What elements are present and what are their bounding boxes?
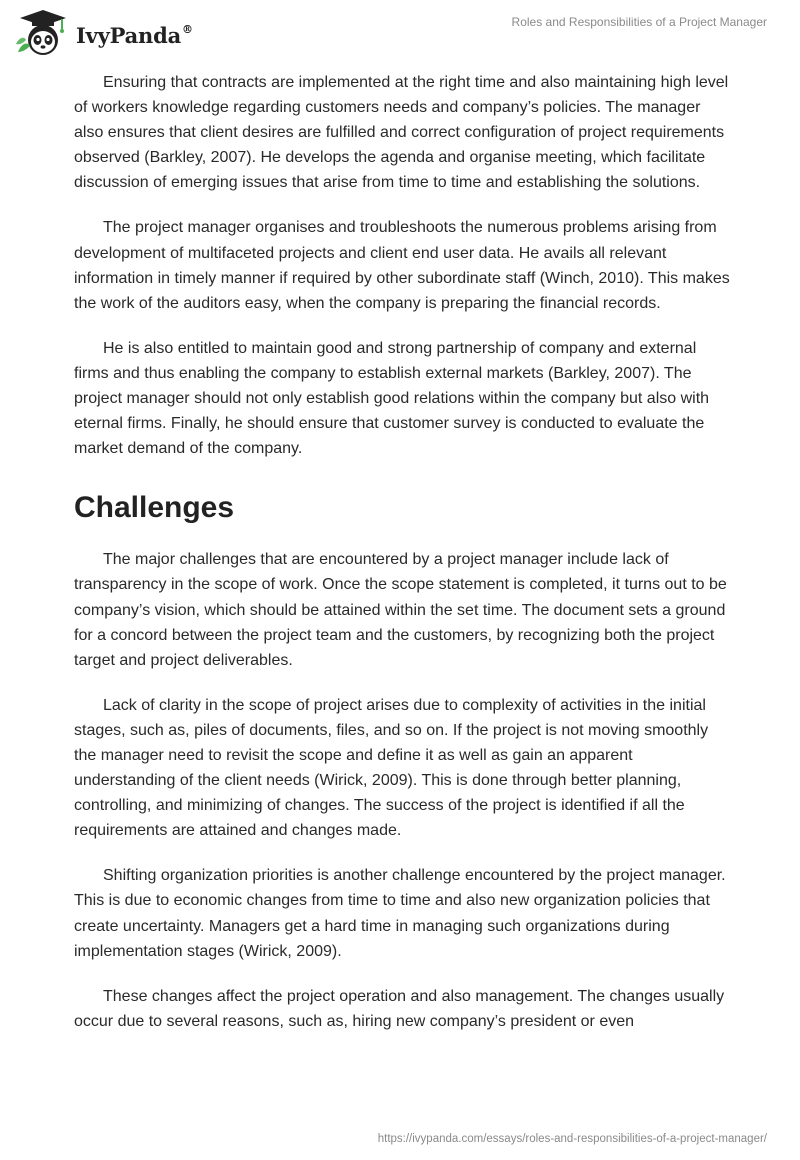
paragraph: The project manager organises and troubleshoots the numerous problems arising from development of multifaceted projects and client end user data. He avails all relevant information in timely manner if required by other subordinate staff (Winch, 2010). This makes the work of the auditors easy, when the company is preparing the financial records. [74,219,730,312]
section-heading-challenges: Challenges [74,491,235,525]
registered-mark: ® [182,22,193,36]
paragraph: Ensuring that contracts are implemented at the right time and also maintaining high level of workers knowledge regarding customers needs and company’s policies. The manager also ensures that client desires are fulfilled and correct configuration of project requirements observed (Barkley, 2007). He develops the agenda and organise meeting, which facilitate discussion of emerging issues that arise from time to time and establishing the solutions. [74,74,729,192]
paragraph: Lack of clarity in the scope of project arises due to complexity of activities in the initial stages, such as, piles of documents, files, and so on. If the project is not moving smoothly the manager need to revisit the scope and define it as well as gain an apparent understanding of the client needs (Wirick, 2009). This is done through better planning, controlling, and minimizing of changes. The success of the project is identified if all the requirements are attained and changes made. [74,696,709,840]
page-header [0,0,800,66]
source-url[interactable]: https://ivypanda.com/essays/roles-and-responsibilities-of-a-project-manager/ [377,1133,767,1145]
brand-name: IvyPanda® [76,22,193,48]
article-body [74,70,734,1054]
paragraph: Shifting organization priorities is another challenge encountered by the project manager. This is due to economic changes from time to time and also new organization policies that create uncertainty. Managers get a hard time in managing such organizations during implementation stages (Wirick, 2009). [74,867,726,960]
paragraph: These changes affect the project operation and also management. The changes usually occur due to several reasons, such as, hiring new company’s president or even [74,987,725,1030]
paragraph: He is also entitled to maintain good and strong partnership of company and external firms and thus enabling the company to establish external markets (Barkley, 2007). The project manager should not only establish good relations within the company but also with eternal firms. Finally, he should ensure that customer survey is conducted to evaluate the market demand of the company. [74,339,710,458]
running-title: Roles and Responsibilities of a Project Manager [511,15,767,29]
panda-graduate-icon [14,8,70,58]
paragraph: The major challenges that are encountered by a project manager include lack of transparency in the scope of work. Once the scope statement is completed, it turns out to be company’s vision, which should be attained within the set time. The document sets a ground for a concord between the project team and the customers, by recognizing both the project target and project deliverables. [74,551,727,669]
ivypanda-logo[interactable] [14,8,193,58]
